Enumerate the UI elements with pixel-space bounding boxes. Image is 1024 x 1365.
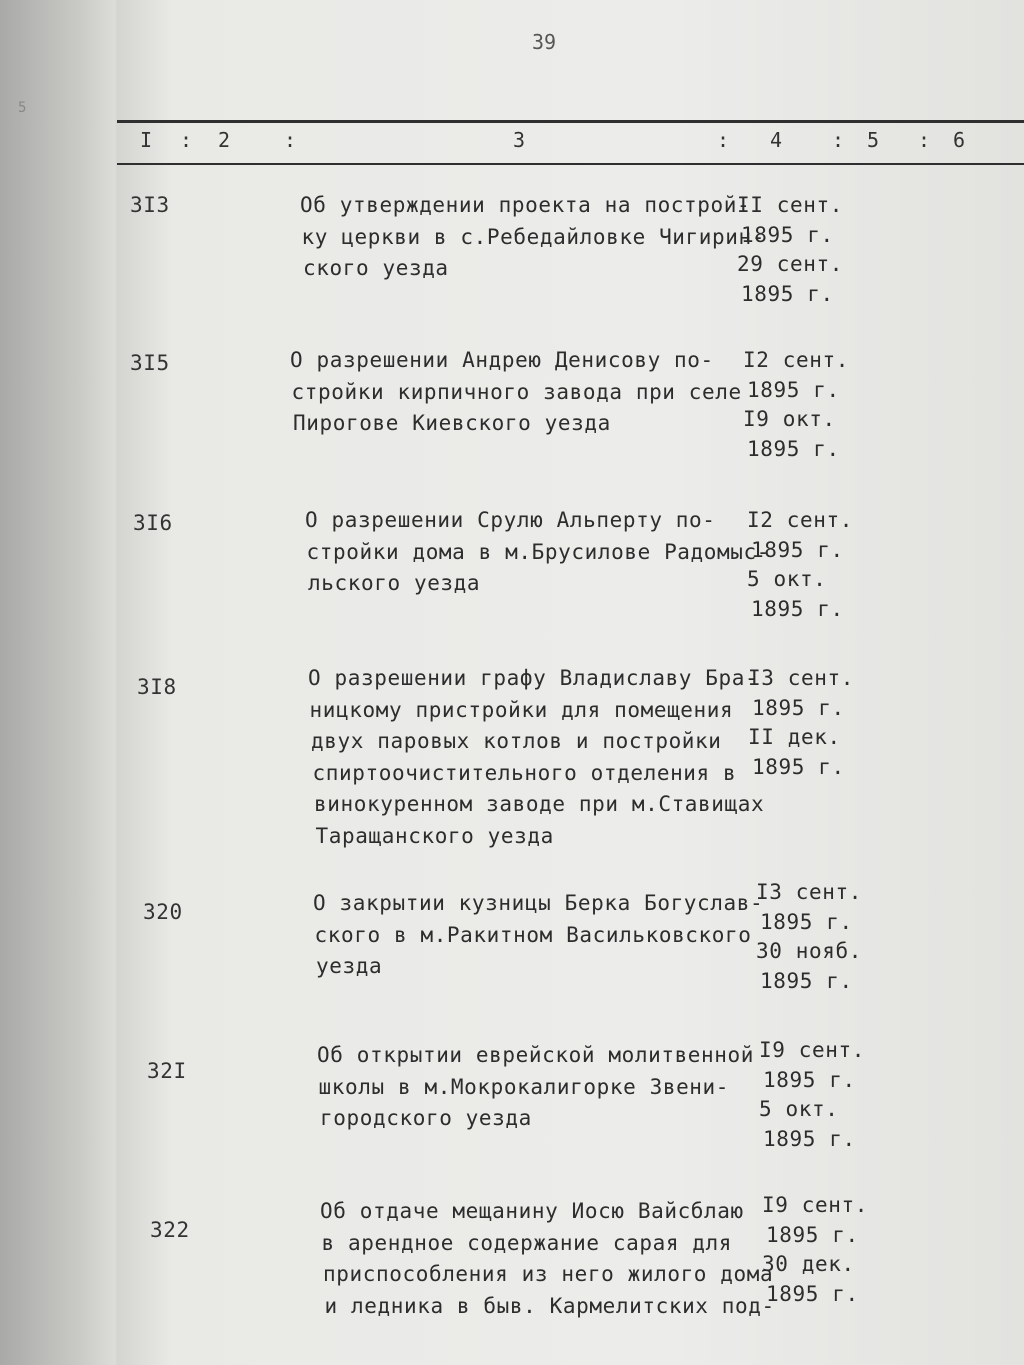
record-date-line: 5 окт. bbox=[747, 567, 827, 591]
record-date-line: 1895 г. bbox=[741, 281, 834, 306]
record-description-line: винокуренном заводе при м.Ставищах bbox=[314, 792, 765, 816]
record-description-line: стройки кирпичного завода при селе bbox=[291, 379, 742, 404]
facing-page-edge bbox=[0, 0, 130, 1365]
record-date-line: I9 сент. bbox=[762, 1193, 868, 1217]
page-number: 39 bbox=[532, 30, 557, 54]
header-rule-bottom bbox=[117, 163, 1024, 165]
column-header-3: 3 bbox=[513, 128, 526, 152]
record-description-line: О разрешении графу Владиславу Бра- bbox=[308, 666, 759, 690]
record-date-line: II дек. bbox=[748, 725, 841, 749]
record-date-line: I3 сент. bbox=[748, 666, 854, 690]
record-number: 320 bbox=[143, 900, 183, 924]
record-description-line: Пирогове Киевского уезда bbox=[293, 411, 611, 435]
record-date-line: 1895 г. bbox=[763, 1067, 856, 1092]
record-number: 3I8 bbox=[137, 675, 177, 699]
record-date-line: 1895 г. bbox=[766, 1222, 859, 1247]
record-description-line: и ледника в быв. Кармелитских под- bbox=[324, 1293, 775, 1318]
record-description-line: Об отдаче мещанину Иосю Вайсблаю bbox=[320, 1199, 744, 1223]
record-description-line: уезда bbox=[316, 954, 383, 978]
column-header-sep: : bbox=[284, 128, 297, 152]
record-date-line: I2 сент. bbox=[747, 508, 853, 532]
record-date-line: I3 сент. bbox=[756, 880, 862, 904]
record-date-line: I9 окт. bbox=[743, 407, 836, 431]
record-number: 3I6 bbox=[133, 511, 173, 535]
record-date-line: 1895 г. bbox=[760, 968, 853, 993]
record-number: 3I5 bbox=[130, 351, 170, 375]
record-description-line: льского уезда bbox=[308, 571, 481, 595]
record-date-line: 1895 г. bbox=[747, 377, 840, 402]
record-date-line: 1895 г. bbox=[752, 754, 845, 779]
record-number: 3I3 bbox=[130, 193, 170, 217]
record-date-line: I2 сент. bbox=[743, 348, 849, 372]
record-number: 322 bbox=[150, 1218, 190, 1242]
record-date-line: 29 сент. bbox=[737, 252, 843, 276]
column-header-4: 4 bbox=[770, 128, 783, 152]
record-date-line: 1895 г. bbox=[741, 222, 834, 247]
column-header-sep: : bbox=[717, 128, 730, 152]
column-header-sep: : bbox=[180, 128, 193, 152]
record-description-line: ку церкви в с.Ребедайловке Чигирин- bbox=[301, 224, 766, 249]
record-description-line: стройки дома в м.Брусилове Радомыс- bbox=[306, 539, 771, 564]
record-date-line: 1895 г. bbox=[751, 537, 844, 562]
column-header-6: 6 bbox=[953, 128, 966, 152]
record-date-line: 1895 г. bbox=[760, 909, 853, 934]
record-date-line: 30 дек. bbox=[762, 1252, 855, 1276]
record-date-line: 1895 г. bbox=[751, 596, 844, 621]
record-description-line: городского уезда bbox=[320, 1106, 532, 1130]
column-header-sep: : bbox=[832, 128, 845, 152]
record-date-line: 1895 г. bbox=[763, 1126, 856, 1151]
column-header-1: I bbox=[140, 128, 153, 152]
record-description-line: О разрешении Андрею Денисову по- bbox=[290, 348, 714, 372]
record-date-line: 1895 г. bbox=[766, 1281, 859, 1306]
record-date-line: 1895 г. bbox=[747, 436, 840, 461]
record-date-line: I9 сент. bbox=[759, 1038, 865, 1062]
record-date-line: II сент. bbox=[737, 193, 843, 217]
record-description-line: О закрытии кузницы Берка Богуслав- bbox=[313, 891, 764, 915]
record-date-line: 5 окт. bbox=[759, 1097, 839, 1121]
margin-mark: 5 bbox=[18, 100, 27, 116]
record-date-line: 1895 г. bbox=[752, 695, 845, 720]
record-description-line: ницкому пристройки для помещения bbox=[309, 697, 734, 722]
record-description-line: ского в м.Ракитном Васильковского bbox=[314, 922, 752, 947]
record-description-line: спиртоочистительного отделения в bbox=[312, 760, 737, 785]
column-header-sep: : bbox=[918, 128, 931, 152]
record-description-line: приспособления из него жилого дома bbox=[323, 1262, 774, 1286]
record-description-line: в арендное содержание сарая для bbox=[321, 1230, 733, 1255]
record-description-line: О разрешении Срулю Альперту по- bbox=[305, 508, 716, 532]
record-description-line: Таращанского уезда bbox=[315, 823, 554, 848]
column-header-5: 5 bbox=[867, 128, 880, 152]
record-description-line: двух паровых котлов и постройки bbox=[311, 729, 722, 753]
record-description-line: Об открытии еврейской молитвенной bbox=[317, 1043, 755, 1067]
record-number: 32I bbox=[147, 1059, 187, 1083]
record-description-line: школы в м.Мокрокалигорке Звени- bbox=[318, 1074, 730, 1099]
header-rule-top bbox=[117, 120, 1024, 123]
column-header-2: 2 bbox=[218, 128, 231, 152]
record-description-line: Об утверждении проекта на построй- bbox=[300, 193, 751, 217]
record-date-line: 30 нояб. bbox=[756, 939, 862, 963]
record-description-line: ского уезда bbox=[303, 256, 449, 280]
